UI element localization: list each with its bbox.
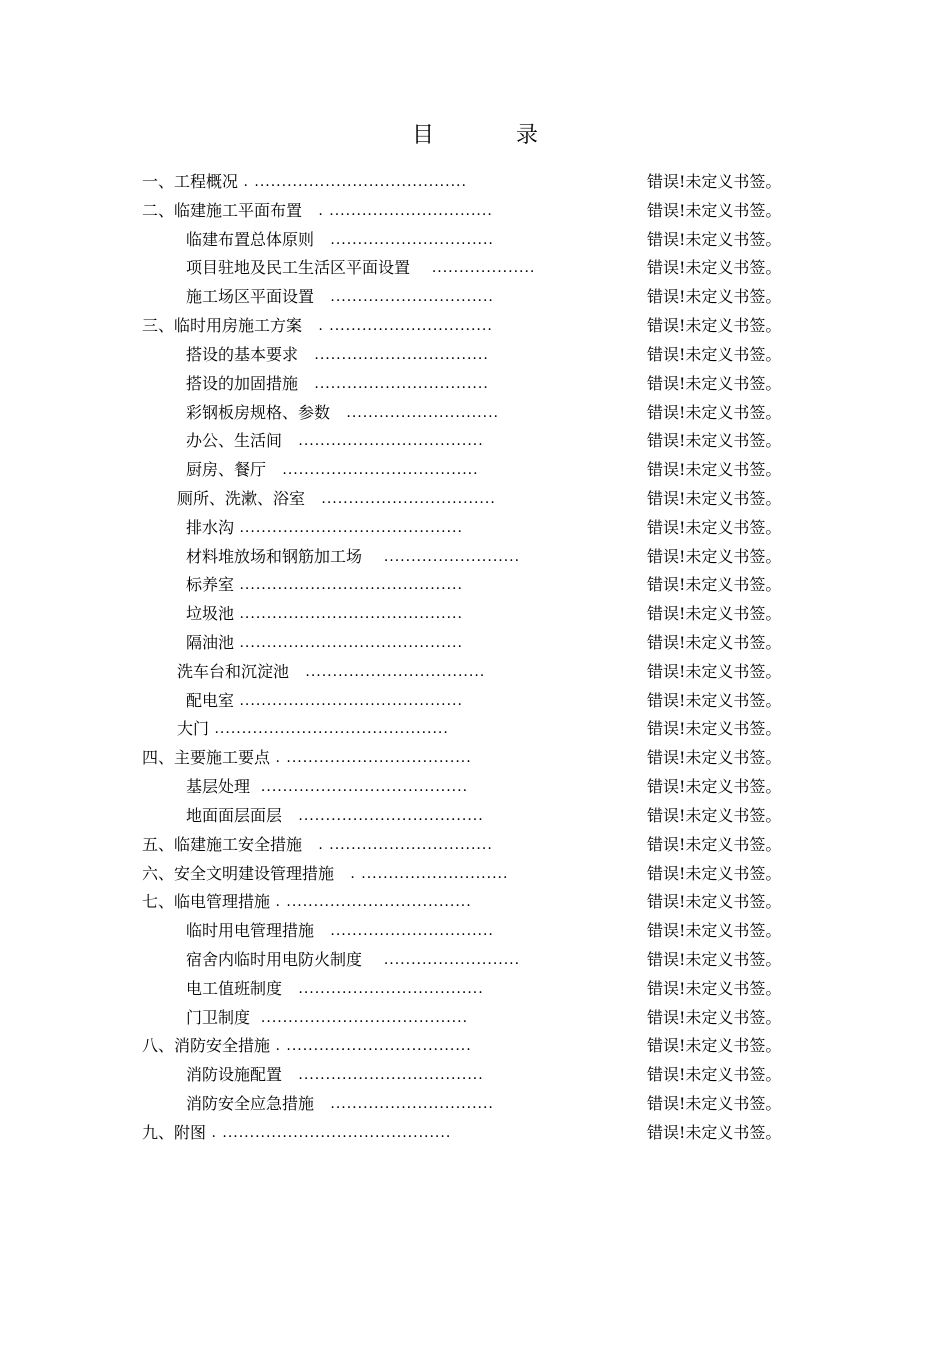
toc-leader-dots: . .................................. xyxy=(270,750,472,767)
toc-entry-label: 施工场区平面设置 xyxy=(186,287,315,307)
toc-leader-dots: .............................. xyxy=(314,231,494,248)
toc-entry-label: 材料堆放场和钢筋加工场 xyxy=(186,546,363,566)
toc-entry-label: 彩钢板房规格、参数 xyxy=(186,402,331,422)
toc-page-ref: 错误!未定义书签。 xyxy=(647,1007,782,1027)
toc-leader-dots: ......................................... xyxy=(234,692,463,709)
toc-entry[interactable] xyxy=(0,658,950,687)
toc-entry[interactable] xyxy=(0,629,950,658)
toc-entry-label: 排水沟 xyxy=(186,517,235,537)
toc-leader-dots: ......................................... xyxy=(234,635,463,651)
toc-entry-text xyxy=(186,543,520,572)
toc-entry-text xyxy=(186,514,463,543)
toc-entry-text xyxy=(186,975,484,1004)
toc-leader-dots: . .................................. xyxy=(270,1038,472,1055)
toc-entry-label: 电工值班制度 xyxy=(186,978,283,998)
toc-entry-label: 厨房、餐厅 xyxy=(186,460,267,480)
toc-entry[interactable] xyxy=(0,283,950,312)
toc-entry-label: 宿舍内临时用电防火制度 xyxy=(186,949,363,969)
toc-entry-label: 八、消防安全措施 xyxy=(142,1036,271,1056)
toc-entry[interactable] xyxy=(0,888,950,917)
toc-leader-dots: ................................ xyxy=(305,490,496,507)
toc-leader-dots: . ........................... xyxy=(334,865,509,882)
toc-page-ref: 错误!未定义书签。 xyxy=(647,978,782,998)
toc-leader-dots: ......................................... xyxy=(234,519,463,536)
toc-page-ref: 错误!未定义书签。 xyxy=(647,1122,782,1142)
toc-entry[interactable] xyxy=(0,514,950,543)
toc-leader-dots: .............................. xyxy=(314,1096,494,1112)
toc-entry[interactable] xyxy=(0,715,950,744)
toc-page-ref: 错误!未定义书签。 xyxy=(647,517,782,537)
toc-entry[interactable] xyxy=(0,802,950,831)
toc-entry-label: 五、临建施工安全措施 xyxy=(142,834,303,854)
toc-entry-label: 配电室 xyxy=(186,690,235,710)
toc-entry[interactable] xyxy=(0,168,950,197)
toc-entry-label: 垃圾池 xyxy=(186,604,235,624)
toc-leader-dots: .................................. xyxy=(282,980,484,997)
toc-page-ref: 错误!未定义书签。 xyxy=(647,661,782,681)
toc-entry[interactable] xyxy=(0,744,950,773)
toc-entry-text xyxy=(142,744,472,773)
toc-entry-text xyxy=(186,802,484,831)
toc-page-ref: 错误!未定义书签。 xyxy=(647,633,782,652)
toc-leader-dots: ................... xyxy=(410,260,536,277)
toc-page-ref: 错误!未定义书签。 xyxy=(647,1065,782,1085)
toc-leader-dots: ................................ xyxy=(298,346,489,363)
toc-entry-label: 基层处理 xyxy=(186,777,251,797)
toc-page-ref: 错误!未定义书签。 xyxy=(647,949,782,969)
toc-entry[interactable] xyxy=(0,543,950,572)
toc-page-ref: 错误!未定义书签。 xyxy=(647,1094,782,1113)
toc-page-ref: 错误!未定义书签。 xyxy=(647,604,782,624)
toc-entry-label: 隔油池 xyxy=(186,633,235,652)
toc-entry-text xyxy=(186,254,535,283)
toc-entry[interactable] xyxy=(0,370,950,399)
toc-entry-text xyxy=(186,773,468,802)
toc-entry-label: 搭设的加固措施 xyxy=(186,373,299,393)
toc-entry[interactable] xyxy=(0,1090,950,1119)
toc-entry-label: 项目驻地及民工生活区平面设置 xyxy=(186,258,411,278)
toc-entry-text xyxy=(186,399,499,428)
toc-entry-text xyxy=(142,168,467,197)
toc-entry[interactable] xyxy=(0,773,950,802)
toc-page-ref: 错误!未定义书签。 xyxy=(647,748,782,768)
toc-entry-text xyxy=(142,312,493,341)
toc-page-ref: 错误!未定义书签。 xyxy=(647,1036,782,1056)
toc-leader-dots: ........................................... xyxy=(209,721,449,738)
toc-leader-dots: .............................. xyxy=(314,289,494,306)
toc-page-ref: 错误!未定义书签。 xyxy=(647,287,782,307)
toc-entry[interactable] xyxy=(0,1004,950,1033)
toc-entry-label: 厕所、洗漱、浴室 xyxy=(177,488,306,508)
toc-entry-text xyxy=(186,1004,468,1033)
toc-entry[interactable] xyxy=(0,917,950,946)
toc-entry[interactable] xyxy=(0,341,950,370)
toc-entry-text xyxy=(177,715,449,744)
toc-entry-label: 搭设的基本要求 xyxy=(186,344,299,364)
toc-page-ref: 错误!未定义书签。 xyxy=(647,834,782,854)
toc-entry-label: 消防安全应急措施 xyxy=(186,1094,315,1113)
toc-leader-dots: ...................................... xyxy=(250,779,469,796)
toc-entry-text xyxy=(186,687,463,716)
toc-entry[interactable] xyxy=(0,975,950,1004)
toc-entry-label: 四、主要施工要点 xyxy=(142,748,271,768)
toc-leader-dots: ......................... xyxy=(362,548,521,565)
toc-entry[interactable] xyxy=(0,1119,950,1148)
toc-entry[interactable] xyxy=(0,399,950,428)
toc-entry-text xyxy=(186,341,489,370)
toc-page-ref: 错误!未定义书签。 xyxy=(647,575,782,595)
toc-page-ref: 错误!未定义书签。 xyxy=(647,863,782,883)
toc-page-ref: 错误!未定义书签。 xyxy=(647,690,782,710)
toc-page-ref: 错误!未定义书签。 xyxy=(647,892,782,912)
toc-page-ref: 错误!未定义书签。 xyxy=(647,402,782,422)
toc-leader-dots: .................................... xyxy=(266,462,479,479)
toc-entry[interactable] xyxy=(0,197,950,226)
toc-page-ref: 错误!未定义书签。 xyxy=(647,921,782,941)
toc-page-ref: 错误!未定义书签。 xyxy=(647,488,782,508)
toc-entry-label: 六、安全文明建设管理措施 xyxy=(142,863,335,883)
toc-entry[interactable] xyxy=(0,860,950,889)
toc-entry-label: 九、附图 xyxy=(142,1122,207,1142)
toc-entry-label: 洗车台和沉淀池 xyxy=(177,661,290,681)
toc-title: 目 录 xyxy=(411,123,568,148)
toc-entry-text xyxy=(186,600,463,629)
toc-entry-text xyxy=(186,456,479,485)
toc-entry-text xyxy=(177,658,485,687)
toc-entry-text xyxy=(186,1061,484,1090)
toc-entry-text xyxy=(142,860,508,889)
toc-entry[interactable] xyxy=(0,312,950,341)
toc-entry[interactable] xyxy=(0,1061,950,1090)
toc-leader-dots: ................................. xyxy=(289,663,486,680)
toc-page-ref: 错误!未定义书签。 xyxy=(647,316,782,336)
toc-entry[interactable] xyxy=(0,687,950,716)
toc-leader-dots: . .............................. xyxy=(302,318,493,335)
toc-entry[interactable] xyxy=(0,831,950,860)
toc-leader-dots: ...................................... xyxy=(250,1009,469,1026)
toc-entry-label: 七、临电管理措施 xyxy=(142,892,271,912)
toc-leader-dots: ................................ xyxy=(298,375,489,392)
toc-leader-dots: ............................ xyxy=(330,404,499,421)
toc-entry-text xyxy=(142,888,472,917)
toc-entry-label: 三、临时用房施工方案 xyxy=(142,316,303,336)
toc-entry-label: 门卫制度 xyxy=(186,1007,251,1027)
toc-leader-dots: .................................. xyxy=(282,807,484,824)
toc-entry-label: 标养室 xyxy=(186,575,235,595)
toc-entry-label: 消防设施配置 xyxy=(186,1065,283,1085)
toc-page-ref: 错误!未定义书签。 xyxy=(647,258,782,278)
toc-leader-dots: . ....................................... xyxy=(238,174,467,190)
toc-entry[interactable] xyxy=(0,456,950,485)
toc-entry-label: 临时用电管理措施 xyxy=(186,921,315,941)
toc-page-ref: 错误!未定义书签。 xyxy=(647,546,782,566)
toc-entry[interactable] xyxy=(0,226,950,255)
toc-entry[interactable] xyxy=(0,1032,950,1061)
toc-page-ref: 错误!未定义书签。 xyxy=(647,200,782,220)
toc-entry-text xyxy=(177,485,496,514)
toc-page-ref: 错误!未定义书签。 xyxy=(647,172,782,191)
toc-page-ref: 错误!未定义书签。 xyxy=(647,344,782,364)
toc-entry[interactable] xyxy=(0,485,950,514)
toc-entry-text xyxy=(186,917,494,946)
toc-entry-label: 一、工程概况 xyxy=(142,172,239,191)
toc-entry-text xyxy=(186,283,494,312)
toc-entry[interactable] xyxy=(0,600,950,629)
toc-leader-dots: .................................. xyxy=(282,433,484,450)
toc-leader-dots: ......................................... xyxy=(234,606,463,623)
toc-leader-dots: . .......................................... xyxy=(206,1124,452,1141)
toc-page-ref: 错误!未定义书签。 xyxy=(647,719,782,739)
toc-leader-dots: ......................................... xyxy=(234,577,463,594)
toc-entry-text xyxy=(186,226,494,255)
toc-entry-label: 大门 xyxy=(177,719,210,739)
toc-leader-dots: . .................................. xyxy=(270,894,472,911)
toc-entry-label: 办公、生活间 xyxy=(186,431,283,451)
toc-entry-text xyxy=(186,571,463,600)
toc-entry[interactable] xyxy=(0,254,950,283)
toc-entry-text xyxy=(186,370,489,399)
toc-leader-dots: . .............................. xyxy=(302,836,493,853)
table-of-contents xyxy=(0,168,950,1148)
toc-entry-text xyxy=(142,1119,451,1148)
toc-page-ref: 错误!未定义书签。 xyxy=(647,805,782,825)
toc-page-ref: 错误!未定义书签。 xyxy=(647,229,782,249)
toc-entry[interactable] xyxy=(0,946,950,975)
toc-entry[interactable] xyxy=(0,427,950,456)
toc-page-ref: 错误!未定义书签。 xyxy=(647,460,782,480)
toc-leader-dots: . .............................. xyxy=(302,202,493,219)
toc-entry-text xyxy=(186,427,484,456)
toc-entry-text xyxy=(142,831,493,860)
toc-entry-text xyxy=(186,629,463,658)
toc-entry[interactable] xyxy=(0,571,950,600)
toc-page-ref: 错误!未定义书签。 xyxy=(647,431,782,451)
toc-entry-label: 临建布置总体原则 xyxy=(186,229,315,249)
toc-page-ref: 错误!未定义书签。 xyxy=(647,373,782,393)
toc-entry-label: 二、临建施工平面布置 xyxy=(142,200,303,220)
toc-entry-text xyxy=(142,1032,472,1061)
toc-entry-label: 地面面层面层 xyxy=(186,805,283,825)
toc-entry-text xyxy=(186,946,520,975)
toc-leader-dots: .................................. xyxy=(282,1067,484,1084)
toc-entry-text xyxy=(142,197,493,226)
toc-entry-text xyxy=(186,1090,494,1119)
toc-page-ref: 错误!未定义书签。 xyxy=(647,777,782,797)
toc-leader-dots: .............................. xyxy=(314,923,494,940)
toc-leader-dots: ......................... xyxy=(362,951,521,968)
